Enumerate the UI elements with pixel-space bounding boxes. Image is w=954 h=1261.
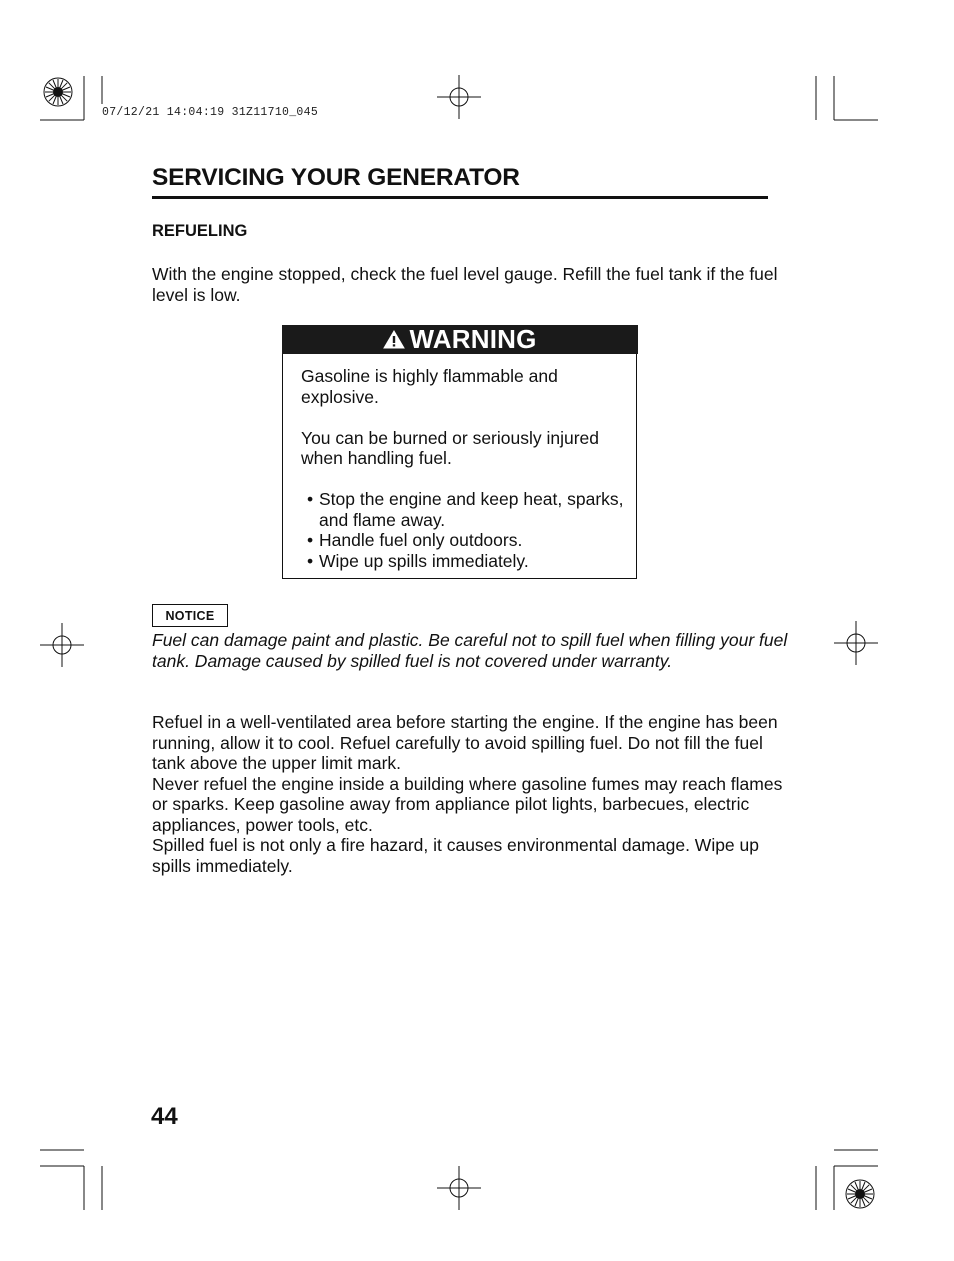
subsection-title: REFUELING	[152, 222, 248, 240]
bullet-glyph: •	[307, 550, 314, 571]
body-paragraph: Refuel in a well-ventilated area before starting the engine. If the engine has been running, allow it to cool. Refuel carefully to avoid spilling fuel. Do not fill the fuel tank above the upper limit mark.	[152, 712, 778, 773]
section-title: SERVICING YOUR GENERATOR	[152, 164, 768, 199]
body-paragraph: Spilled fuel is not only a fire hazard, it causes environmental damage. Wipe up spills immediately.	[152, 835, 759, 876]
warning-paragraph: You can be burned or seriously injured when handling fuel.	[301, 427, 600, 468]
warning-header	[282, 325, 638, 354]
body-paragraph: Never refuel the engine inside a building where gasoline fumes may reach flames or sparks. Keep gasoline away from appliance pilot lights, barbecues, electric appliances, power tools, etc.	[152, 773, 783, 835]
warning-bullet-text: Stop the engine and keep heat, sparks, and flame away.	[319, 489, 624, 530]
warning-bullet-text: Wipe up spills immediately.	[319, 550, 529, 571]
bullet-glyph: •	[307, 530, 314, 550]
bullet-glyph: •	[307, 489, 314, 509]
warning-bullet-item	[307, 530, 626, 551]
warning-triangle-icon	[383, 330, 405, 349]
warning-box	[282, 325, 637, 579]
warning-bullet-item	[307, 551, 626, 572]
intro-paragraph: With the engine stopped, check the fuel level gauge. Refill the fuel tank if the fuel level is low.	[152, 264, 778, 305]
warning-bullet-item	[307, 489, 626, 530]
print-timestamp: 07/12/21 14:04:19 31Z11710_045	[102, 106, 319, 119]
warning-label: WARNING	[409, 324, 537, 354]
warning-bullet-list	[301, 489, 626, 571]
warning-bullet-text: Handle fuel only outdoors.	[319, 530, 523, 550]
notice-badge: NOTICE	[152, 604, 228, 627]
warning-paragraph: Gasoline is highly flammable and explosive.	[301, 366, 558, 407]
warning-body	[301, 366, 626, 571]
refuel-instructions	[152, 712, 792, 876]
page-number: 44	[151, 1103, 178, 1130]
notice-text: Fuel can damage paint and plastic. Be careful not to spill fuel when filling your fuel tank. Damage caused by spilled fuel is not covered under warranty.	[152, 630, 788, 671]
